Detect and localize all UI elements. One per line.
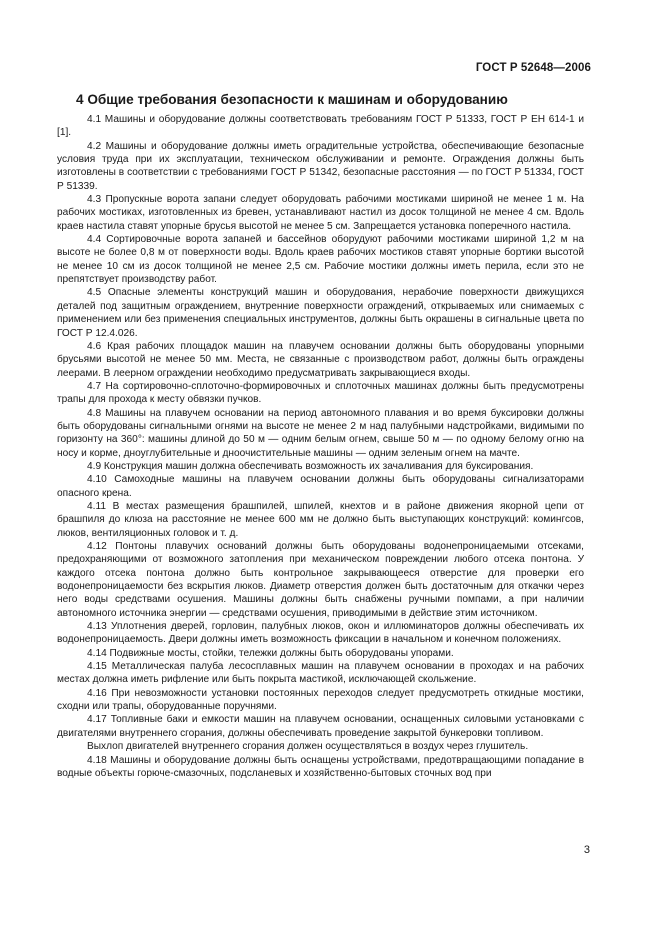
- paragraph-4-1: 4.1 Машины и оборудование должны соответствовать требованиям ГОСТ Р 51333, ГОСТ Р ЕН 614-1 и [1].: [57, 114, 584, 139]
- paragraph-4-16: 4.16 При невозможности установки постоянных переходов следует предусмотреть откидные мостики, сходни или трапы, оборудованные поручнями.: [57, 687, 584, 713]
- section-title: 4 Общие требования безопасности к машинам и оборудованию: [76, 92, 508, 107]
- paragraph-4-3: 4.3 Пропускные ворота запани следует оборудовать рабочими мостиками шириной не менее 1 м. На рабочих мостиках, изготовленных из бревен, устанавливают настил из досок толщиной не менее 4 см. Вдоль краев настила ставят упорные брусья высотой не менее 5 см. Запрещается установка поперечного настила.: [57, 194, 584, 232]
- paragraph-4-4: 4.4 Сортировочные ворота запаней и бассейнов оборудуют рабочими мостиками шириной 1,2 м на высоте не более 0,8 м от поверхности воды. Вдоль краев рабочих мостиков ставят упорные бортики высотой не менее 10 см из досок толщиной не менее 2,5 см. Рабочие мостики должны иметь перила, если это не препятствует производству работ.: [57, 234, 584, 286]
- paragraph-4-8: 4.8 Машины на плавучем основании на период автономного плавания и во время буксировки должны быть оборудованы сигнальными огнями на высоте не менее 2 м над палубными надстройками, видимыми по горизонту на 360°: машины длиной до 50 м — одним белым огнем, свыше 50 м — по одному белому огню на носу и корме, дноуглубительные и дноочистительные машины — одним зеленым огнем на мачте.: [57, 407, 584, 459]
- paragraph-4-14: 4.14 Подвижные мосты, стойки, тележки должны быть оборудованы упорами.: [87, 647, 454, 659]
- section-body: [57, 113, 584, 780]
- paragraph-4-10: 4.10 Самоходные машины на плавучем основании должны быть оборудованы сигнализаторами опасного крена.: [57, 474, 584, 499]
- paragraph-4-7: 4.7 На сортировочно-сплоточно-формировочных и сплоточных машинах должны быть предусмотрены трапы для прохода к месту обвязки пучков.: [57, 380, 584, 406]
- paragraph-4-9: 4.9 Конструкция машин должна обеспечивать возможность их зачаливания для буксирования.: [87, 460, 534, 472]
- paragraph-4-11: 4.11 В местах размещения брашпилей, шпилей, кнехтов и в районе движения якорной цепи от брашпиля до клюза на расстояние не менее 600 мм не должно быть выступающих конструкций: комингсов, люков, вентиляционных головок и т. д.: [57, 500, 584, 539]
- paragraph-4-2: 4.2 Машины и оборудование должны иметь оградительные устройства, обеспечивающие безопасные условия труда при их эксплуатации, техническом обслуживании и ремонте. Ограждения должны быть изготовлены в соответствии с требованиями ГОСТ Р 51342, безопасные расстояния — по ГОСТ Р 51334, ГОСТ Р 51339.: [57, 140, 584, 192]
- paragraph-4-18: 4.18 Машины и оборудование должны быть оснащены устройствами, предотвращающими попадание в водные объекты горюче-смазочных, подсланевых и хозяйственно-бытовых сточных вод при: [57, 754, 584, 779]
- paragraph-4-17: 4.17 Топливные баки и емкости машин на плавучем основании, оснащенных силовыми установками с двигателями внутреннего сгорания, должны обеспечивать проведение закрытой бункеровки топливом.: [57, 714, 584, 739]
- paragraph-4-13: 4.13 Уплотнения дверей, горловин, палубных люков, окон и иллюминаторов должны обеспечивать их водонепроницаемость. Двери должны иметь возможность фиксации в начальном и конечном положениях.: [57, 621, 584, 646]
- page-number: 3: [583, 844, 590, 856]
- paragraph-4-5: 4.5 Опасные элементы конструкций машин и оборудования, нерабочие поверхности движущихся деталей под защитным ограждением, внутренние поверхности ограждений, открываемых или снимаемых с применением или без применения специальных инструментов, должны быть окрашены в сигнальные цвета по ГОСТ Р 12.4.026.: [57, 287, 584, 339]
- standard-code-header: ГОСТ Р 52648—2006: [475, 62, 591, 74]
- paragraph-4-12: 4.12 Понтоны плавучих оснований должны быть оборудованы водонепроницаемыми отсеками, предохраняющими от возможного затопления при механическом повреждении любого отсека понтона. У каждого отсека понтона должно быть контрольное закрывающееся отверстие для проверки его водонепроницаемости без вскрытия люков. Диаметр отверстия должен быть достаточным для откачки через него воды средствами осушения. Машины должны быть снабжены ручными помпами, а при наличии автономного источника энергии — средствами осушения, приводимыми в действие этим источником.: [57, 541, 584, 619]
- paragraph-4-15: 4.15 Металлическая палуба лесосплавных машин на плавучем основании в проходах и на рабочих местах должна иметь рифление или быть покрыта мастикой, исключающей скольжение.: [57, 661, 584, 686]
- paragraph-4-6: 4.6 Края рабочих площадок машин на плавучем основании должны быть оборудованы упорными брусьями высотой не менее 50 мм. Места, не связанные с производством работ, должны быть ограждены леерами. В леерном ограждении необходимо предусматривать закрывающиеся входы.: [57, 340, 584, 379]
- paragraph-exhaust-note: Выхлоп двигателей внутреннего сгорания должен осуществляться в воздух через глушитель.: [87, 741, 529, 753]
